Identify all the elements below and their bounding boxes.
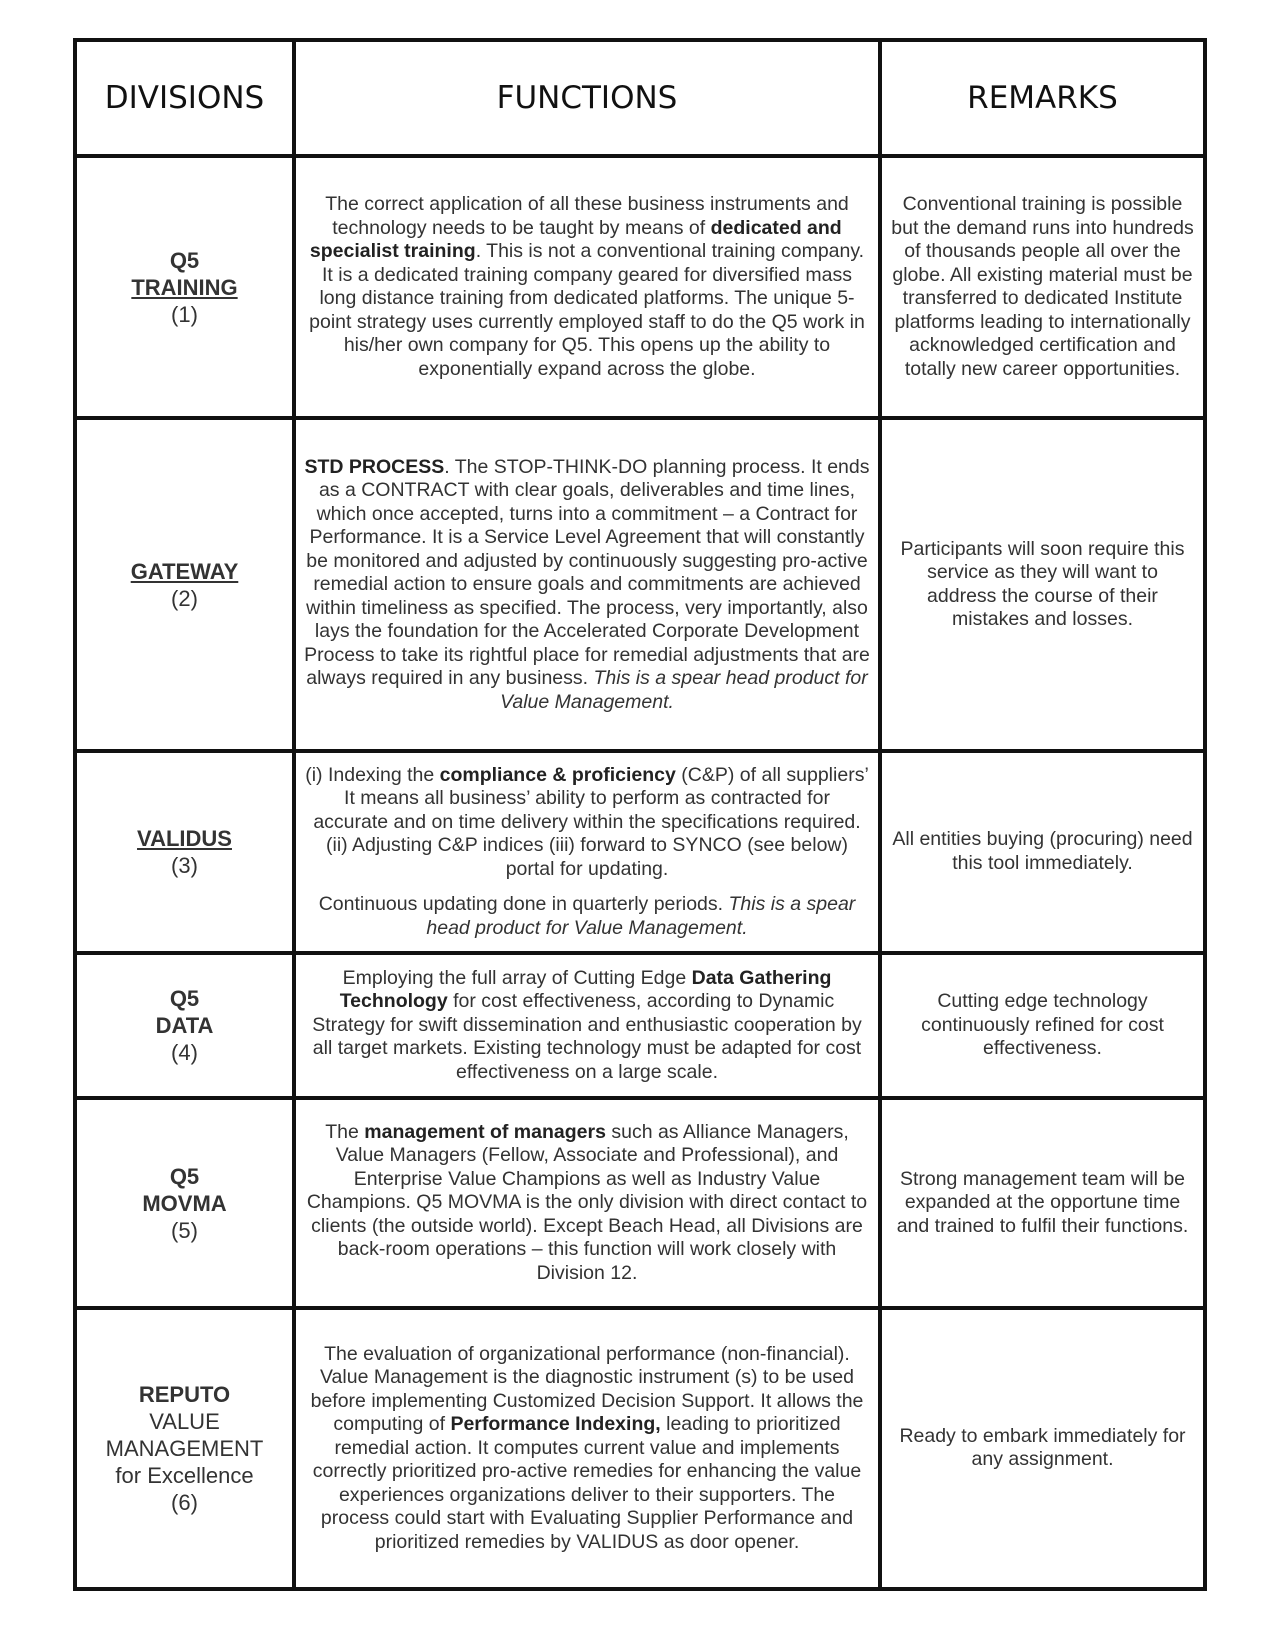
division-code: Q5 bbox=[169, 1163, 200, 1189]
function-text: such as Alliance Managers, Value Managers (Fellow, Associate and Professional), and Enterprise Value Champions as well as Industry Value Champions. Q5 MOVMA is the only division with direct contact to clients (the outside world). Except Beach Head, all Divisions are back-room operations – this function will work closely with Division 12. bbox=[306, 1120, 868, 1284]
division-number: (6) bbox=[171, 1489, 198, 1515]
division-cell bbox=[75, 953, 294, 1099]
function-text: (C&P) of all suppliers’ It means all business’ ability to perform as contracted for accurate and on time delivery within the specifications required. (ii) Adjusting C&P indices (iii) forward to SYNCO (see below) portal for updating. bbox=[313, 763, 869, 880]
function-text: (i) Indexing the bbox=[305, 763, 440, 786]
division-name: VALIDUS bbox=[137, 825, 232, 851]
division-cell bbox=[75, 1308, 294, 1589]
header-remarks: REMARKS bbox=[880, 40, 1205, 156]
remark-cell: Participants will soon require this service as they will want to address the course of their mistakes and losses. bbox=[880, 418, 1205, 751]
function-italic: This is a spear head product for Value Management. bbox=[500, 667, 868, 713]
divisions-table bbox=[73, 38, 1207, 1591]
function-text: The correct application of all these business instruments and technology needs to be taught by means of bbox=[325, 193, 849, 239]
division-name: DATA bbox=[155, 1012, 214, 1038]
function-text: . The STOP-THINK-DO planning process. It ends as a CONTRACT with clear goals, deliverables and time lines, which once accepted, turns into a commitment – a Contract for Performance. It is a Service Level Agreement that will constantly be monitored and adjusted by continuously suggesting pro-active remedial action to ensure goals and commitments are achieved within timeliness as specified. The process, very importantly, also lays the foundation for the Accelerated Corporate Development Process to take its rightful place for remedial adjustments that are always required in any business. bbox=[304, 455, 870, 689]
function-text: Employing the full array of Cutting Edge bbox=[342, 966, 692, 989]
division-cell bbox=[75, 751, 294, 952]
function-cell bbox=[294, 156, 880, 418]
function-text: The bbox=[325, 1120, 365, 1143]
header-functions: FUNCTIONS bbox=[294, 40, 880, 156]
function-text: leading to prioritized remedial action. It computes current value and implements correctly prioritized pro-active remedies for enhancing the value experiences organizations deliver to their supporters. The process could start with Evaluating Supplier Performance and prioritized remedies by VALIDUS as door opener. bbox=[312, 1413, 862, 1553]
function-text: for cost effectiveness, according to Dynamic Strategy for swift dissemination and enthusiastic cooperation by all target markets. Existing technology must be adapted for cost effectiveness on a large scale. bbox=[312, 990, 862, 1083]
function-emphasis: Performance Indexing, bbox=[450, 1413, 661, 1436]
table-row bbox=[75, 156, 1205, 418]
function-cell bbox=[294, 1098, 880, 1308]
header-row bbox=[75, 40, 1205, 156]
header-divisions: DIVISIONS bbox=[75, 40, 294, 156]
function-emphasis: compliance & proficiency bbox=[439, 763, 676, 786]
function-text: . This is not a conventional training company. It is a dedicated training company geared for diversified mass long distance training from dedicated platforms. The unique 5-point strategy uses currently employed staff to do the Q5 work in his/her own company for Q5. This opens up the ability to exponentially expand across the globe. bbox=[309, 240, 865, 380]
function-paragraph bbox=[304, 893, 870, 940]
function-cell bbox=[294, 418, 880, 751]
division-number: (5) bbox=[171, 1217, 198, 1243]
function-cell bbox=[294, 1308, 880, 1589]
remark-cell: Cutting edge technology continuously refined for cost effectiveness. bbox=[880, 953, 1205, 1099]
function-text: Continuous updating done in quarterly periods. bbox=[318, 893, 729, 916]
function-emphasis: Data Gathering Technology bbox=[339, 966, 832, 1013]
division-code: Q5 bbox=[169, 247, 200, 273]
division-name: TRAINING bbox=[131, 274, 238, 300]
function-italic: This is a spear head product for Value Management. bbox=[426, 893, 856, 939]
remark-cell: Conventional training is possible but the demand runs into hundreds of thousands people all over the globe. All existing material must be transferred to dedicated Institute platforms leading to internationally acknowledged certification and totally new career opportunities. bbox=[880, 156, 1205, 418]
function-cell bbox=[294, 751, 880, 952]
division-number: (2) bbox=[171, 585, 198, 611]
division-name: VALUE bbox=[149, 1408, 220, 1434]
function-emphasis: STD PROCESS bbox=[304, 455, 445, 478]
division-code: REPUTO bbox=[138, 1381, 231, 1407]
function-emphasis: dedicated and specialist training bbox=[309, 216, 842, 263]
division-name: MOVMA bbox=[142, 1190, 227, 1216]
division-number: (1) bbox=[171, 301, 198, 327]
remark-cell: Ready to embark immediately for any assignment. bbox=[880, 1308, 1205, 1589]
table-row bbox=[75, 1308, 1205, 1589]
table-row bbox=[75, 953, 1205, 1099]
division-name: GATEWAY bbox=[130, 558, 239, 584]
division-number: (3) bbox=[171, 852, 198, 878]
table-row bbox=[75, 751, 1205, 952]
table-row bbox=[75, 1098, 1205, 1308]
table-row bbox=[75, 418, 1205, 751]
function-text: The evaluation of organizational performance (non-financial). Value Management is the diagnostic instrument (s) to be used before implementing Customized Decision Support. It allows the computing of bbox=[310, 1342, 864, 1436]
division-cell bbox=[75, 418, 294, 751]
remark-cell: All entities buying (procuring) need this tool immediately. bbox=[880, 751, 1205, 952]
division-code: Q5 bbox=[169, 985, 200, 1011]
remark-cell: Strong management team will be expanded at the opportune time and trained to fulfil their functions. bbox=[880, 1098, 1205, 1308]
division-subtitle: for Excellence bbox=[115, 1462, 254, 1488]
division-cell bbox=[75, 1098, 294, 1308]
function-emphasis: management of managers bbox=[364, 1120, 606, 1143]
function-cell bbox=[294, 953, 880, 1099]
division-cell bbox=[75, 156, 294, 418]
division-number: (4) bbox=[171, 1039, 198, 1065]
division-name-line: MANAGEMENT bbox=[105, 1435, 264, 1461]
